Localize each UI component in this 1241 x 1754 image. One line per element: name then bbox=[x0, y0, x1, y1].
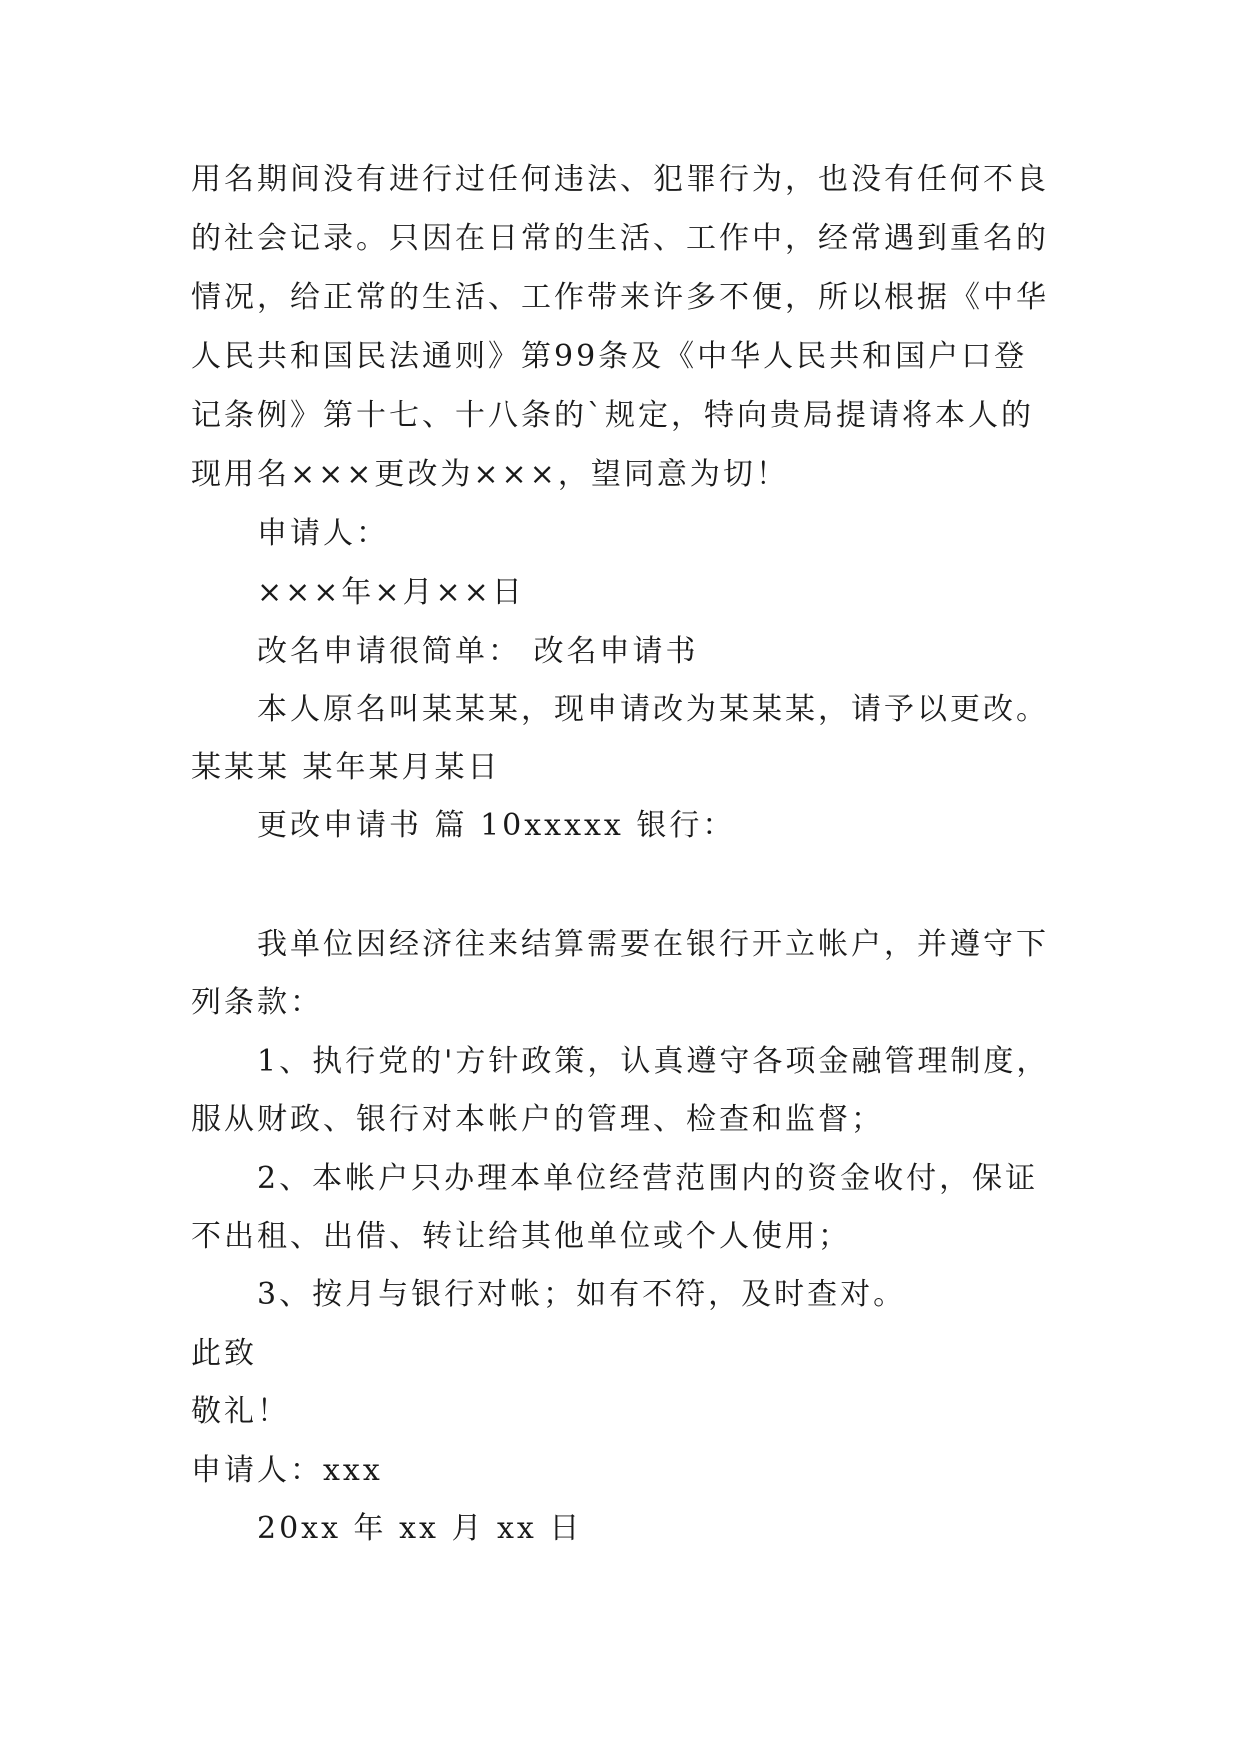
signature-line: 某某某 某年某月某日 bbox=[191, 750, 501, 785]
paragraph-line: 情况，给正常的生活、工作带来许多不便，所以根据《中华 bbox=[191, 280, 1049, 315]
section-heading: 改名申请很简单： 改名申请书 bbox=[257, 634, 699, 669]
list-item: 1、执行党的'方针政策，认真遵守各项金融管理制度， bbox=[257, 1044, 1050, 1079]
date-line: 20xx 年 xx 月 xx 日 bbox=[257, 1511, 583, 1546]
paragraph-line: 我单位因经济往来结算需要在银行开立帐户，并遵守下 bbox=[257, 927, 1049, 962]
paragraph-line: 人民共和国民法通则》第99条及《中华人民共和国户口登 bbox=[191, 339, 1028, 374]
paragraph-line: 现用名×××更改为×××，望同意为切！ bbox=[191, 457, 789, 492]
section-heading: 更改申请书 篇 10xxxxx 银行： bbox=[257, 808, 736, 843]
paragraph-line: 的社会记录。只因在日常的生活、工作中，经常遇到重名的 bbox=[191, 221, 1049, 256]
list-item-continuation: 不出租、出借、转让给其他单位或个人使用； bbox=[191, 1219, 851, 1254]
paragraph-line: 本人原名叫某某某，现申请改为某某某，请予以更改。 bbox=[257, 692, 1049, 727]
closing-line: 此致 bbox=[191, 1336, 257, 1371]
list-item-continuation: 服从财政、银行对本帐户的管理、检查和监督； bbox=[191, 1102, 884, 1137]
applicant-signature: 申请人：xxx bbox=[191, 1453, 383, 1488]
list-item: 3、按月与银行对帐；如有不符，及时查对。 bbox=[257, 1277, 907, 1312]
paragraph-line: 用名期间没有进行过任何违法、犯罪行为，也没有任何不良 bbox=[191, 162, 1049, 197]
closing-salute: 敬礼！ bbox=[191, 1394, 290, 1429]
date-line: ×××年×月××日 bbox=[257, 575, 525, 610]
paragraph-line: 列条款： bbox=[191, 985, 323, 1020]
paragraph-line: 记条例》第十七、十八条的`规定，特向贵局提请将本人的 bbox=[191, 398, 1034, 433]
list-item: 2、本帐户只办理本单位经营范围内的资金收付，保证 bbox=[257, 1161, 1039, 1196]
applicant-label: 申请人： bbox=[257, 516, 389, 551]
